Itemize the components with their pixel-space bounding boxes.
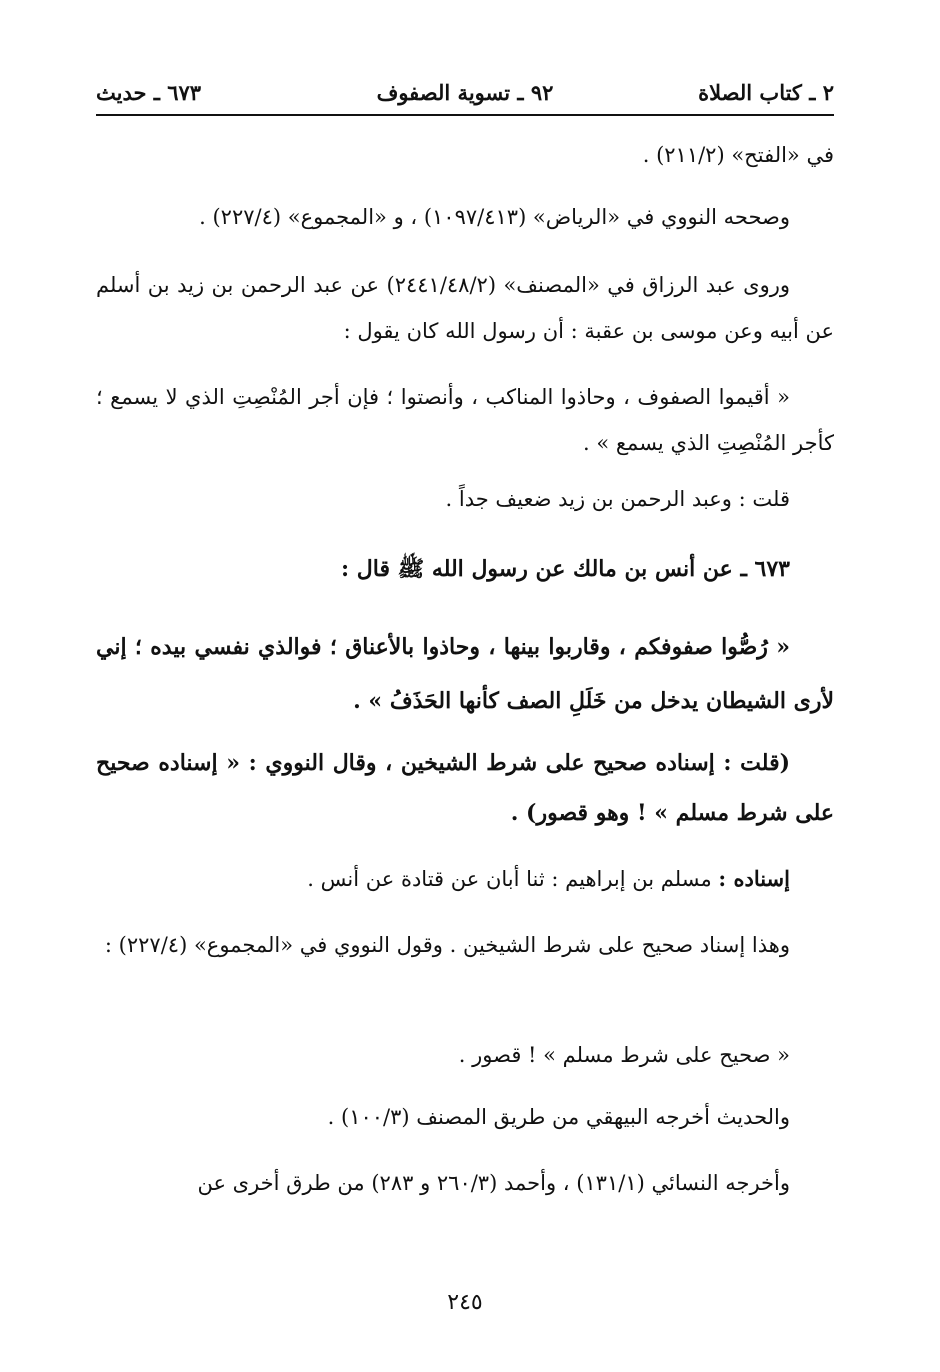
book-page (96, 0, 834, 1372)
header-section: ٩٢ ـ تسوية الصفوف (376, 80, 554, 105)
paragraph-isnad (96, 856, 834, 902)
running-header (96, 76, 834, 110)
paragraph-nawawi-quote: « صحيح على شرط مسلم » ! قصور . (458, 1043, 790, 1067)
header-chapter: ٢ ـ كتاب الصلاة (698, 80, 834, 105)
header-rule (96, 114, 834, 116)
hadith-text-673: « رُصُّوا صفوفكم ، وقاربوا بينها ، وحاذوا بالأعناق ؛ فوالذي نفسي بيده ؛ إني لأرى الشيطان يدخل من خَلَلِ الصف كأنها الحَذَفُ » . (96, 634, 834, 714)
paragraph-isnad-evaluation: وهذا إسناد صحيح على شرط الشيخين . وقول النووي في «المجموع» (٢٢٧/٤) : (104, 933, 790, 957)
paragraph-nasai-ahmad: وأخرجه النسائي (١٣١/١) ، وأحمد (٢٦٠/٣ و ٢٨٣) من طرق أخرى عن (197, 1171, 790, 1195)
hadith-heading-673: ٦٧٣ ـ عن أنس بن مالك عن رسول الله ﷺ قال : (341, 556, 790, 582)
isnad-text: مسلم بن إبراهيم : ثنا أبان عن قتادة عن أنس . (307, 867, 712, 891)
paragraph-fath-reference: في «الفتح» (٢١١/٢) . (642, 143, 834, 167)
isnad-label: إسناده : (718, 866, 790, 891)
paragraph-abdurrazzaq-narration: وروى عبد الرزاق في «المصنف» (٢٤٤١/٤٨/٢) عن عبد الرحمن بن زيد بن أسلم عن أبيه وعن موسى بن عقبة : أن رسول الله كان يقول : (96, 273, 834, 343)
paragraph-nawawi-authentication: وصححه النووي في «الرياض» (١٠٩٧/٤١٣) ، و «المجموع» (٢٢٧/٤) . (199, 205, 790, 229)
paragraph-bayhaqi: والحديث أخرجه البيهقي من طريق المصنف (١٠٠/٣) . (327, 1105, 790, 1129)
paragraph-grading-note: (قلت : إسناده صحيح على شرط الشيخين ، وقال النووي : « إسناده صحيح على شرط مسلم » ! وهو قصور) . (96, 750, 834, 826)
header-hadith-number: ٦٧٣ ـ حديث (96, 80, 202, 105)
paragraph-hadith-quote-munsit: « أقيموا الصفوف ، وحاذوا المناكب ، وأنصتوا ؛ فإن أجر المُنْصِتِ الذي لا يسمع ؛ كأجر المُنْصِتِ الذي يسمع » . (96, 385, 834, 455)
paragraph-weakness-note: قلت : وعبد الرحمن بن زيد ضعيف جداً . (445, 487, 790, 511)
page-number: ٢٤٥ (447, 1290, 483, 1315)
